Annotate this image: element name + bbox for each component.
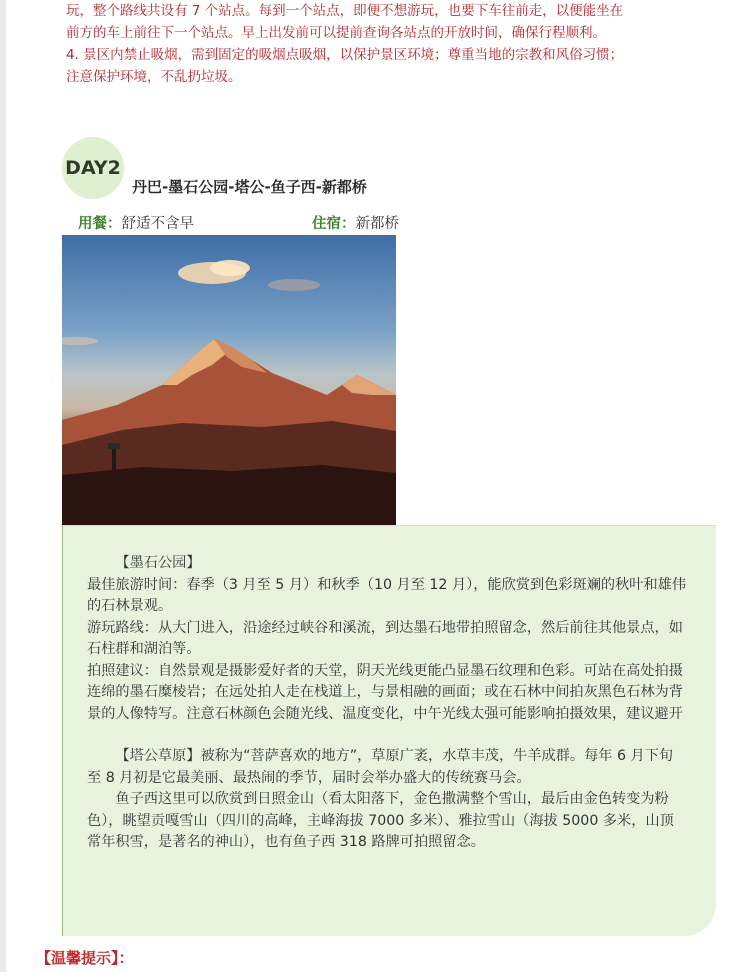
day-route-title: 丹巴-墨石公园-塔公-鱼子西-新都桥 [132,178,367,196]
meal-info [78,212,194,233]
meal-value: 舒适不含早 [121,216,194,232]
yuzixi-paragraph: 鱼子西这里可以欣赏到日照金山（看太阳落下，金色撒满整个雪山，最后由金色转变为粉色），眺望贡嘎雪山（四川的高峰，主峰海拔 7000 多米）、雅拉雪山（海拔 5000 多米，山顶常年积雪，是著名的神山），也有鱼子西 318 路牌可拍照留念。 [87,791,674,850]
meal-label: 用餐： [78,216,122,232]
moshi-photo-tips: 拍照建议：自然景观是摄影爱好者的天堂，阴天光线更能凸显墨石纹理和色彩。可站在高处拍摄连绵的墨石糜棱岩；在远处拍人走在栈道上，与景相融的画面；或在石林中间拍灰黑色石林为背景的人像特写。注意石林颜色会随光线、温度变化，中午光线太强可能影响拍摄效果，建议避开 [87,662,683,722]
paragraph-gap [87,725,687,746]
notice-line: 4. 景区内禁止吸烟，需到固定的吸烟点吸烟，以保护景区环境；尊重当地的宗教和风俗习惯； [66,47,624,63]
mountain-photo [62,235,396,525]
notice-line: 前方的车上前往下一个站点。早上出发前可以提前查询各站点的开放时间，确保行程顺利。 [66,25,606,41]
itinerary-text [87,553,687,854]
notice-line: 玩，整个路线共设有 7 个站点。每到一个站点，即便不想游玩，也要下车往前走，以便能坐在 [66,3,624,19]
stay-value: 新都桥 [355,216,399,232]
stay-info [312,212,399,233]
day-badge: DAY2 [62,137,124,199]
moshi-title: 【墨石公园】 [115,555,201,571]
tips-heading: 【温馨提示】： [36,949,134,967]
stay-label: 住宿： [312,216,356,232]
moshi-best-time: 最佳旅游时间：春季（3 月至 5 月）和秋季（10 月至 12 月），能欣赏到色彩斑斓的秋叶和雄伟的石林景观。 [87,576,687,614]
mountain-photo-illustration [62,235,396,525]
notice-line: 注意保护环境，不乱扔垃圾。 [66,69,242,85]
moshi-route: 游玩路线：从大门进入，沿途经过峡谷和溪流，到达墨石地带拍照留念，然后前往其他景点，如石柱群和湖泊等。 [87,619,683,657]
tagong-paragraph: 【塔公草原】被称为“菩萨喜欢的地方”，草原广袤，水草丰茂，牛羊成群。每年 6 月下旬至 8 月初是它最美丽、最热闹的季节，届时会举办盛大的传统赛马会。 [87,748,674,786]
left-page-border [0,0,6,972]
notice-text [66,0,726,88]
